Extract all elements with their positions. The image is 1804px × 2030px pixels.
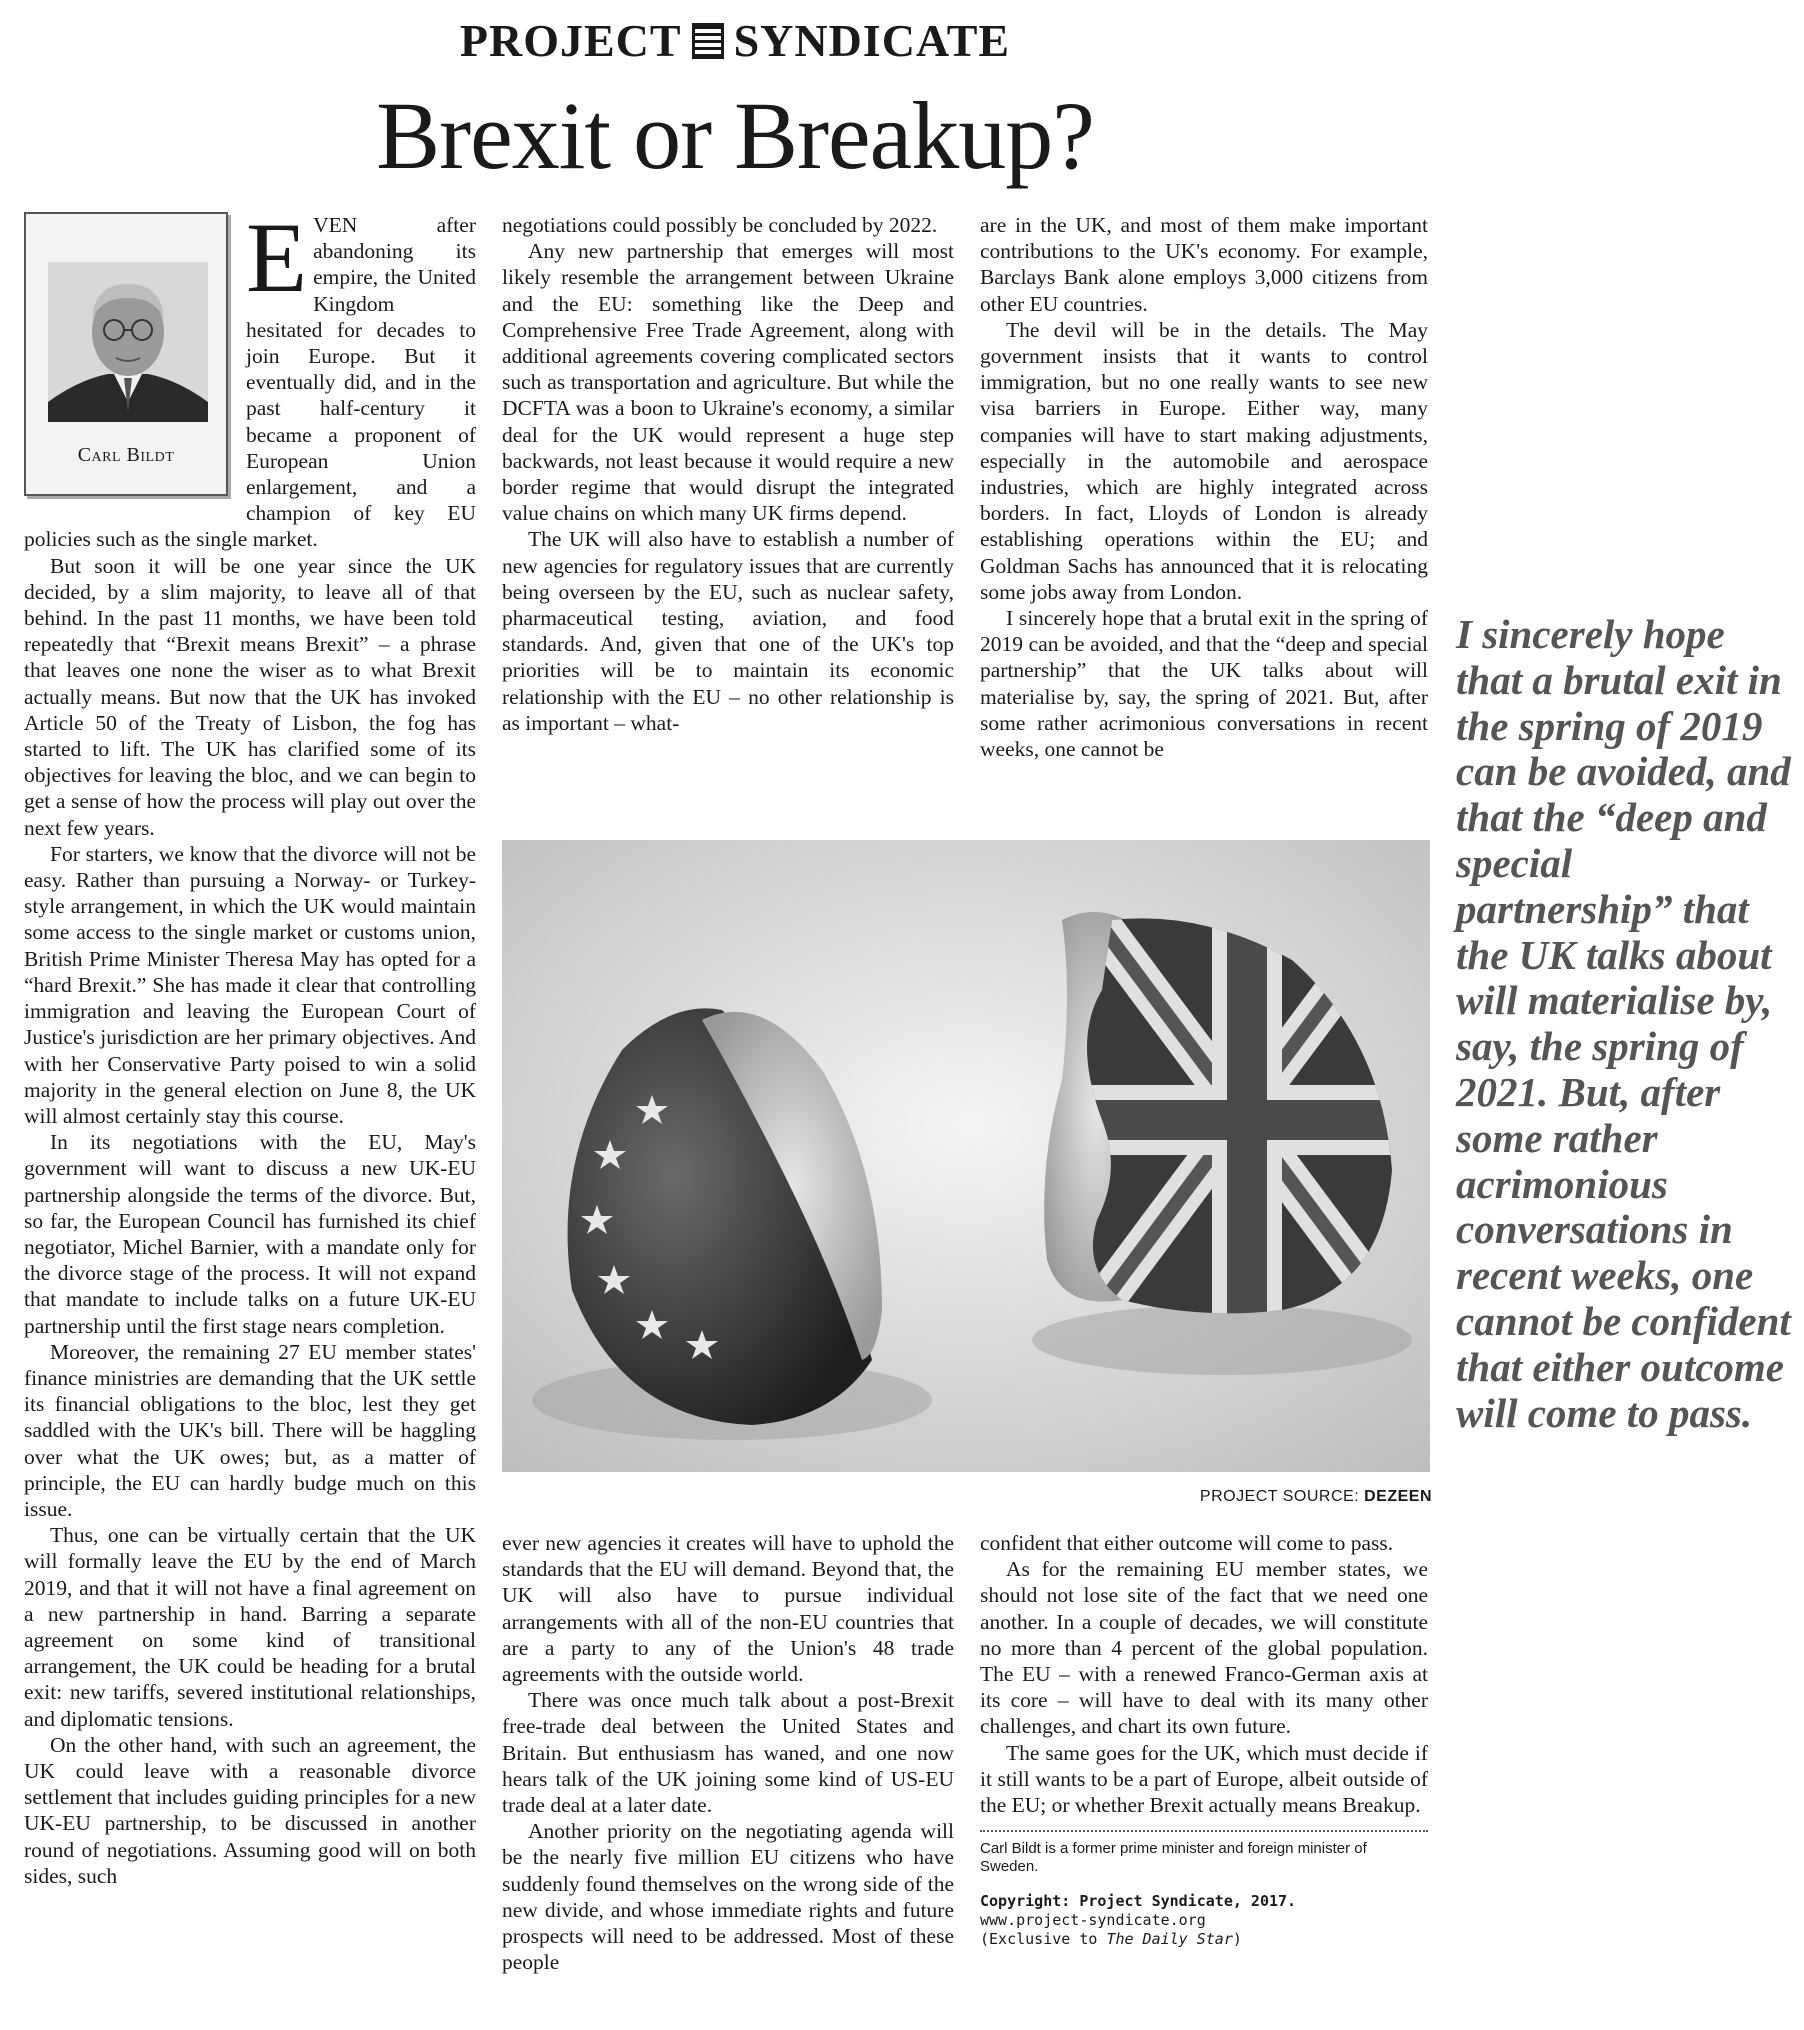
paragraph: The UK will also have to establish a number of new agencies for regulatory issues that are currently being overseen by the EU, such as nuclear safety, pharmaceutical testing, aviation, and food standards. And, given that one of the UK's top priorities will be to maintain its economic relationship with the EU – no other relationship is as important – what- [502,527,954,735]
syndicate-logo-icon [692,23,724,59]
divider [980,1830,1428,1832]
column-2-top [502,212,954,736]
paragraph: Moreover, the remaining 27 EU member states' finance ministries are demanding that the UK settle its financial obligations to the bloc, lest they get saddled with the UK's bill. There will be haggling over what the UK owes; but, as a matter of principle, the EU can hardly budge much on this issue. [24,1339,476,1521]
photo-credit: PROJECT SOURCE: DEZEEN [1199,1488,1432,1505]
paragraph: Thus, one can be virtually certain that the UK will formally leave the EU by the end of March 2019, and that it will not have a final agreement on a new partnership in hand. Barring a separate agreement on some kind of transitional arrangement, the UK could be heading for a brutal exit: new tariffs, severed institutional relationships, and diplomatic tensions. [24,1523,476,1731]
paragraph: As for the remaining EU member states, we should not lose site of the fact that we need one another. In a couple of decades, we will constitute no more than 4 percent of the global population. The EU – with a renewed Franco-German axis at its core – will have to deal with its many other challenges, and chart its own future. [980,1557,1428,1739]
paragraph: The same goes for the UK, which must decide if it still wants to be a part of Europe, albeit outside of the EU; or whether Brexit actually means Breakup. [980,1740,1428,1818]
author-photo [48,262,208,422]
drop-cap: E [246,202,308,313]
paragraph: are in the UK, and most of them make important contributions to the UK's economy. For example, Barclays Bank alone employs 3,000 citizens from other EU countries. [980,213,1428,316]
paragraph: Any new partnership that emerges will most likely resemble the arrangement between Ukraine and the EU: something like the Deep and Comprehensive Free Trade Agreement, along with additional agreements covering complicated sectors such as transportation and agriculture. But while the DCFTA was a boon to Ukraine's economy, a similar deal for the UK would represent a huge step backwards, not least because it would require a new border regime that would disrupt the integrated value chains on which many UK firms depend. [502,239,954,526]
author-box [24,212,228,496]
paragraph: On the other hand, with such an agreement, the UK could leave with a reasonable divorce settlement that includes guiding principles for a new UK-EU partnership, to be discussed in another round of negotiations. Assuming good will on both sides, such [24,1732,476,1888]
column-1 [24,202,476,1889]
column-3-top [980,212,1428,762]
column-2-bottom [502,1530,954,1975]
paragraph: There was once much talk about a post-Brexit free-trade deal between the United States and Britain. But enthusiasm has waned, and one now hears talk of the UK joining some kind of US-EU trade deal at a later date. [502,1688,954,1818]
masthead-right: SYNDICATE [733,15,1011,66]
pull-quote: I sincerely hope that a brutal exit in the spring of 2019 can be avoided, and that the “deep and special partnership” that the UK talks about will materialise by, say, the spring of 2021. But, after some rather acrimonious conversations in recent weeks, one cannot be confident that either outcome will come to pass. [1456,611,1791,1436]
paragraph: But soon it will be one year since the UK decided, by a slim majority, to leave all of that behind. In the past 11 months, we have been told repeatedly that “Brexit means Brexit” – a phrase that leaves one none the wiser as to what Brexit actually means. But now that the UK has invoked Article 50 of the Treaty of Lisbon, the fog has started to lift. The UK has clarified some of its objectives for leaving the bloc, and we can begin to get a sense of how the process will play out over the next few years. [24,553,476,840]
author-name: Carl Bildt [77,444,175,466]
copyright-block [980,1892,1428,1949]
paragraph: confident that either outcome will come to pass. [980,1531,1394,1555]
website: www.project-syndicate.org [980,1911,1206,1930]
cracked-egg-photo [502,840,1430,1472]
copyright: Copyright: Project Syndicate, 2017. [980,1892,1297,1911]
paragraph: I sincerely hope that a brutal exit in the spring of 2019 can be avoided, and that the “deep and special partnership” that the UK talks about will materialise by, say, the spring of 2021. But, after some rather acrimonious conversations in recent weeks, one cannot be [980,606,1428,762]
column-3-bottom [980,1530,1428,1949]
paragraph: In its negotiations with the EU, May's government will want to discuss a new UK-EU partnership alongside the terms of the divorce. But, so far, the European Council has furnished its chief negotiator, Michel Barnier, with a mandate only for the divorce stage of the process. It will not expand that mandate to include talks on a future UK-EU partnership until the first stage nears completion. [24,1130,476,1338]
paragraph: negotiations could possibly be concluded by 2022. [502,213,938,237]
exclusive-note: (Exclusive to The Daily Star) [980,1930,1242,1949]
masthead [0,14,1470,67]
paragraph: ever new agencies it creates will have to uphold the standards that the EU will demand. Beyond that, the UK will also have to pursue individual arrangements with all of the non-EU countries that are a party to any of the Union's 48 trade agreements with the outside world. [502,1531,954,1687]
paragraph: For starters, we know that the divorce will not be easy. Rather than pursuing a Norway- or Turkey-style arrangement, in which the UK would maintain some access to the single market or customs union, British Prime Minister Theresa May has opted for a “hard Brexit.” She has made it clear that controlling immigration and leaving the European Court of Justice's jurisdiction are her primary objectives. And with her Conservative Party poised to win a solid majority in the general election on June 8, the UK will almost certainly stay this course. [24,841,476,1128]
paragraph: EVEN after abandoning its empire, the United Kingdom hesitated for decades to join Europe. But it eventually did, and in the past half-century it became a proponent of European Union enlargement, and a champion of key EU policies such as the single market. [24,202,476,552]
masthead-left: PROJECT [459,15,682,66]
photo-credit-source: DEZEEN [1364,1488,1432,1505]
paragraph: The devil will be in the details. The May government insists that it wants to control immigration, but no one really wants to see new visa barriers in Europe. Either way, many companies will have to start making adjustments, especially in the automobile and aerospace industries, which are highly integrated across borders. In fact, Lloyds of London is already establishing operations within the EU; and Goldman Sachs has announced that it is relocating some jobs away from London. [980,317,1428,604]
paragraph: Another priority on the negotiating agenda will be the nearly five million EU citizens who have suddenly found themselves on the wrong side of the new divide, and whose immediate rights and future prospects will need to be addressed. Most of these people [502,1819,954,1975]
article-headline: Brexit or Breakup? [376,82,1094,189]
author-bio: Carl Bildt is a former prime minister and foreign minister of Sweden. [980,1840,1367,1876]
